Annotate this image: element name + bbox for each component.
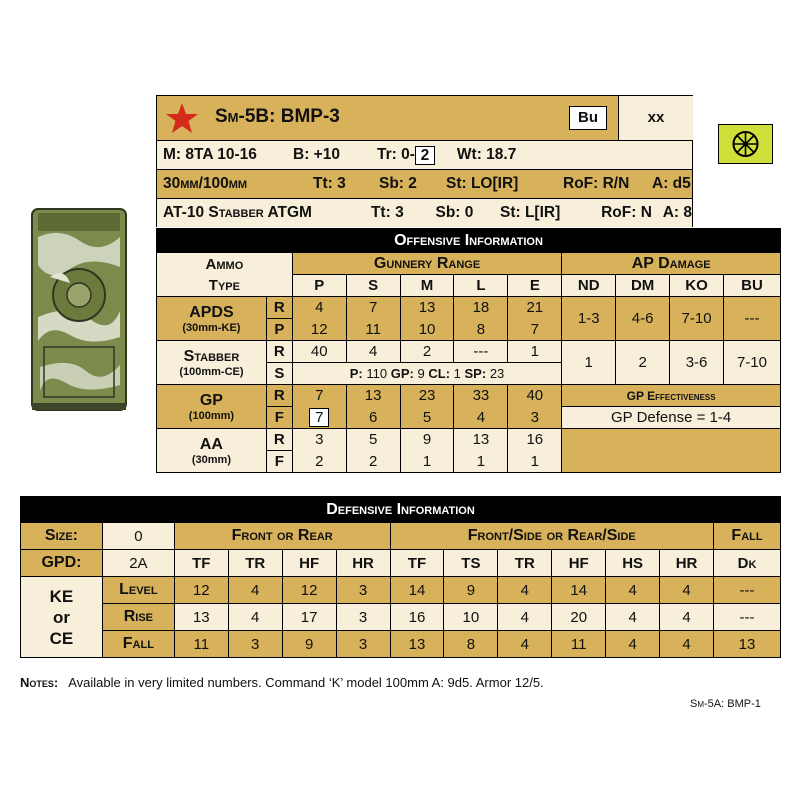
gpd-value: 2A: [102, 550, 174, 577]
table-cell: 13: [454, 429, 508, 451]
range-col-s: S: [346, 275, 400, 297]
table-cell: 13: [714, 631, 781, 658]
atgm-rof: RoF: N: [601, 204, 652, 221]
fs-col-tr: TR: [498, 550, 552, 577]
table-cell: 1: [508, 451, 562, 473]
fs-col-hs: HS: [606, 550, 660, 577]
size-value: 0: [102, 523, 174, 550]
table-cell: 6: [346, 407, 400, 429]
movement-row: [157, 140, 692, 169]
vehicle-header: [156, 95, 693, 227]
notes-text: Available in very limited numbers. Command ‘K’ model 100mm A: 9d5. Armor 12/5.: [68, 675, 544, 690]
table-cell: 4: [606, 631, 660, 658]
gunnery-range-header: Gunnery Range: [292, 253, 561, 275]
table-cell: 33: [454, 385, 508, 407]
table-cell: 13: [400, 297, 454, 319]
atgm-sb: Sb: 0: [435, 204, 474, 221]
table-cell: 1-3: [562, 297, 616, 341]
table-cell: 4: [292, 297, 346, 319]
table-cell: 2: [346, 451, 400, 473]
table-cell: 23: [400, 385, 454, 407]
table-cell: 9: [444, 577, 498, 604]
main-gun-sb: Sb: 2: [379, 175, 417, 192]
table-cell: 16: [508, 429, 562, 451]
fr-col-tf: TF: [174, 550, 228, 577]
table-cell: 13: [174, 604, 228, 631]
table-cell: 40: [508, 385, 562, 407]
table-cell: 3: [292, 429, 346, 451]
table-cell: 4: [498, 577, 552, 604]
table-cell: 3: [336, 631, 390, 658]
row-label: F: [266, 407, 292, 429]
fall-header: Fall: [714, 523, 781, 550]
row-rise-label: Rise: [102, 604, 174, 631]
row-label: R: [266, 385, 292, 407]
table-cell: 2: [292, 451, 346, 473]
vehicle-top-view-image: [30, 207, 128, 412]
row-label: S: [266, 363, 292, 385]
front-side-header: Front/Side or Rear/Side: [390, 523, 714, 550]
row-level-label: Level: [102, 577, 174, 604]
table-cell: 13: [390, 631, 444, 658]
main-gun-a: A: d5: [652, 175, 691, 192]
table-cell: 3: [228, 631, 282, 658]
fr-col-tr: TR: [228, 550, 282, 577]
table-cell: [292, 407, 346, 429]
table-cell: 5: [346, 429, 400, 451]
table-cell: 4: [606, 577, 660, 604]
row-label: R: [266, 297, 292, 319]
table-cell: 7-10: [670, 297, 724, 341]
fs-col-hr: HR: [660, 550, 714, 577]
table-cell: 1: [400, 451, 454, 473]
dk-col: Dk: [714, 550, 781, 577]
table-cell: 10: [444, 604, 498, 631]
fs-col-tf: TF: [390, 550, 444, 577]
main-gun-tt: Tt: 3: [313, 175, 346, 192]
defensive-table: [20, 496, 781, 658]
table-cell: 7: [508, 319, 562, 341]
ap-col-dm: DM: [616, 275, 670, 297]
fr-col-hr: HR: [336, 550, 390, 577]
ammo-stabber: Stabber (100mm-CE): [157, 341, 267, 385]
table-cell: 21: [508, 297, 562, 319]
table-cell: 8: [444, 631, 498, 658]
ap-col-ko: KO: [670, 275, 724, 297]
offensive-table: [156, 228, 781, 473]
table-cell: 3: [508, 407, 562, 429]
table-cell: 2: [400, 341, 454, 363]
fs-col-hf: HF: [552, 550, 606, 577]
row-label: P: [266, 319, 292, 341]
red-star-icon: [165, 101, 199, 135]
empty-cell: [562, 429, 781, 473]
ammo-apds: APDS (30mm-KE): [157, 297, 267, 341]
unit-badge: [718, 124, 773, 164]
table-cell: 7-10: [723, 341, 780, 385]
table-cell: 4: [498, 604, 552, 631]
table-cell: 3-6: [670, 341, 724, 385]
table-cell: 20: [552, 604, 606, 631]
traverse-box: 2: [415, 146, 435, 165]
table-cell: 1: [508, 341, 562, 363]
traverse: Tr: 0-: [377, 146, 415, 163]
footer-reference: Sm-5A: BMP-1: [690, 698, 761, 710]
ammo-aa: AA (30mm): [157, 429, 267, 473]
table-cell: 12: [282, 577, 336, 604]
title-bar: [157, 96, 618, 140]
table-cell: 4: [660, 577, 714, 604]
main-gun-row: [157, 169, 692, 198]
offensive-title: Offensive Information: [157, 229, 781, 253]
table-cell: 4-6: [616, 297, 670, 341]
xx-cell: xx: [618, 96, 693, 140]
ammo-type-header: Ammo Type: [157, 253, 293, 297]
range-col-l: L: [454, 275, 508, 297]
gp-defense: GP Defense = 1-4: [562, 407, 781, 429]
table-cell: 4: [498, 631, 552, 658]
table-cell: 4: [346, 341, 400, 363]
vehicle-title: Sm-5B: BMP-3: [215, 106, 340, 127]
range-col-m: M: [400, 275, 454, 297]
bu-box: Bu: [569, 106, 607, 130]
defensive-title: Defensive Information: [21, 497, 781, 523]
atgm-st: St: L[IR]: [500, 204, 561, 221]
main-gun-st: St: LO[IR]: [446, 175, 519, 192]
table-cell: 7: [292, 385, 346, 407]
movement: M: 8TA 10-16: [163, 146, 257, 163]
ap-col-nd: ND: [562, 275, 616, 297]
table-cell: 17: [282, 604, 336, 631]
table-cell: 3: [336, 604, 390, 631]
row-label: R: [266, 341, 292, 363]
fs-col-ts: TS: [444, 550, 498, 577]
table-cell: 16: [390, 604, 444, 631]
table-cell: 11: [174, 631, 228, 658]
wheel-icon: [719, 125, 772, 163]
table-cell: 1: [562, 341, 616, 385]
table-cell: 18: [454, 297, 508, 319]
table-cell: 11: [346, 319, 400, 341]
bonus: B: +10: [293, 146, 340, 163]
notes: [20, 675, 544, 690]
table-cell: 12: [174, 577, 228, 604]
table-cell: 3: [336, 577, 390, 604]
atgm-row: [157, 198, 692, 227]
table-cell: 2: [616, 341, 670, 385]
range-col-e: E: [508, 275, 562, 297]
table-cell: 9: [400, 429, 454, 451]
ap-col-bu: BU: [723, 275, 780, 297]
table-cell: 14: [552, 577, 606, 604]
table-cell: 4: [660, 631, 714, 658]
range-col-p: P: [292, 275, 346, 297]
size-label: Size:: [21, 523, 103, 550]
front-rear-header: Front or Rear: [174, 523, 390, 550]
table-cell: 5: [400, 407, 454, 429]
gp-effectiveness-header: GP Effectiveness: [562, 385, 781, 407]
table-cell: ---: [714, 604, 781, 631]
table-cell: 1: [454, 451, 508, 473]
table-cell: 11: [552, 631, 606, 658]
row-fall-label: Fall: [102, 631, 174, 658]
atgm: AT-10 Stabber ATGM: [163, 204, 312, 221]
main-gun-rof: RoF: R/N: [563, 175, 630, 192]
table-cell: 4: [606, 604, 660, 631]
ammo-gp: GP (100mm): [157, 385, 267, 429]
gpd-label: GPD:: [21, 550, 103, 577]
atgm-a: A: 8: [662, 204, 693, 221]
row-label: F: [266, 451, 292, 473]
table-cell: ---: [454, 341, 508, 363]
table-cell: 4: [454, 407, 508, 429]
table-cell: ---: [714, 577, 781, 604]
weight: Wt: 18.7: [456, 146, 517, 163]
table-cell: 40: [292, 341, 346, 363]
table-cell: 8: [454, 319, 508, 341]
atgm-tt: Tt: 3: [370, 204, 404, 221]
ke-ce-label: KE or CE: [21, 577, 103, 658]
table-cell: 4: [228, 604, 282, 631]
row-label: R: [266, 429, 292, 451]
main-gun: 30mm/100mm: [163, 175, 248, 192]
ap-damage-header: AP Damage: [562, 253, 781, 275]
table-cell: 14: [390, 577, 444, 604]
table-cell: 10: [400, 319, 454, 341]
table-cell: 4: [660, 604, 714, 631]
table-cell: 13: [346, 385, 400, 407]
table-cell: 9: [282, 631, 336, 658]
stabber-ce-values: P: 110 GP: 9 CL: 1 SP: 23: [292, 363, 561, 385]
fr-col-hf: HF: [282, 550, 336, 577]
gp-highlight-box: 7: [309, 408, 329, 427]
table-cell: ---: [723, 297, 780, 341]
table-cell: 4: [228, 577, 282, 604]
table-cell: 12: [292, 319, 346, 341]
table-cell: 7: [346, 297, 400, 319]
notes-label: Notes:: [20, 675, 59, 690]
